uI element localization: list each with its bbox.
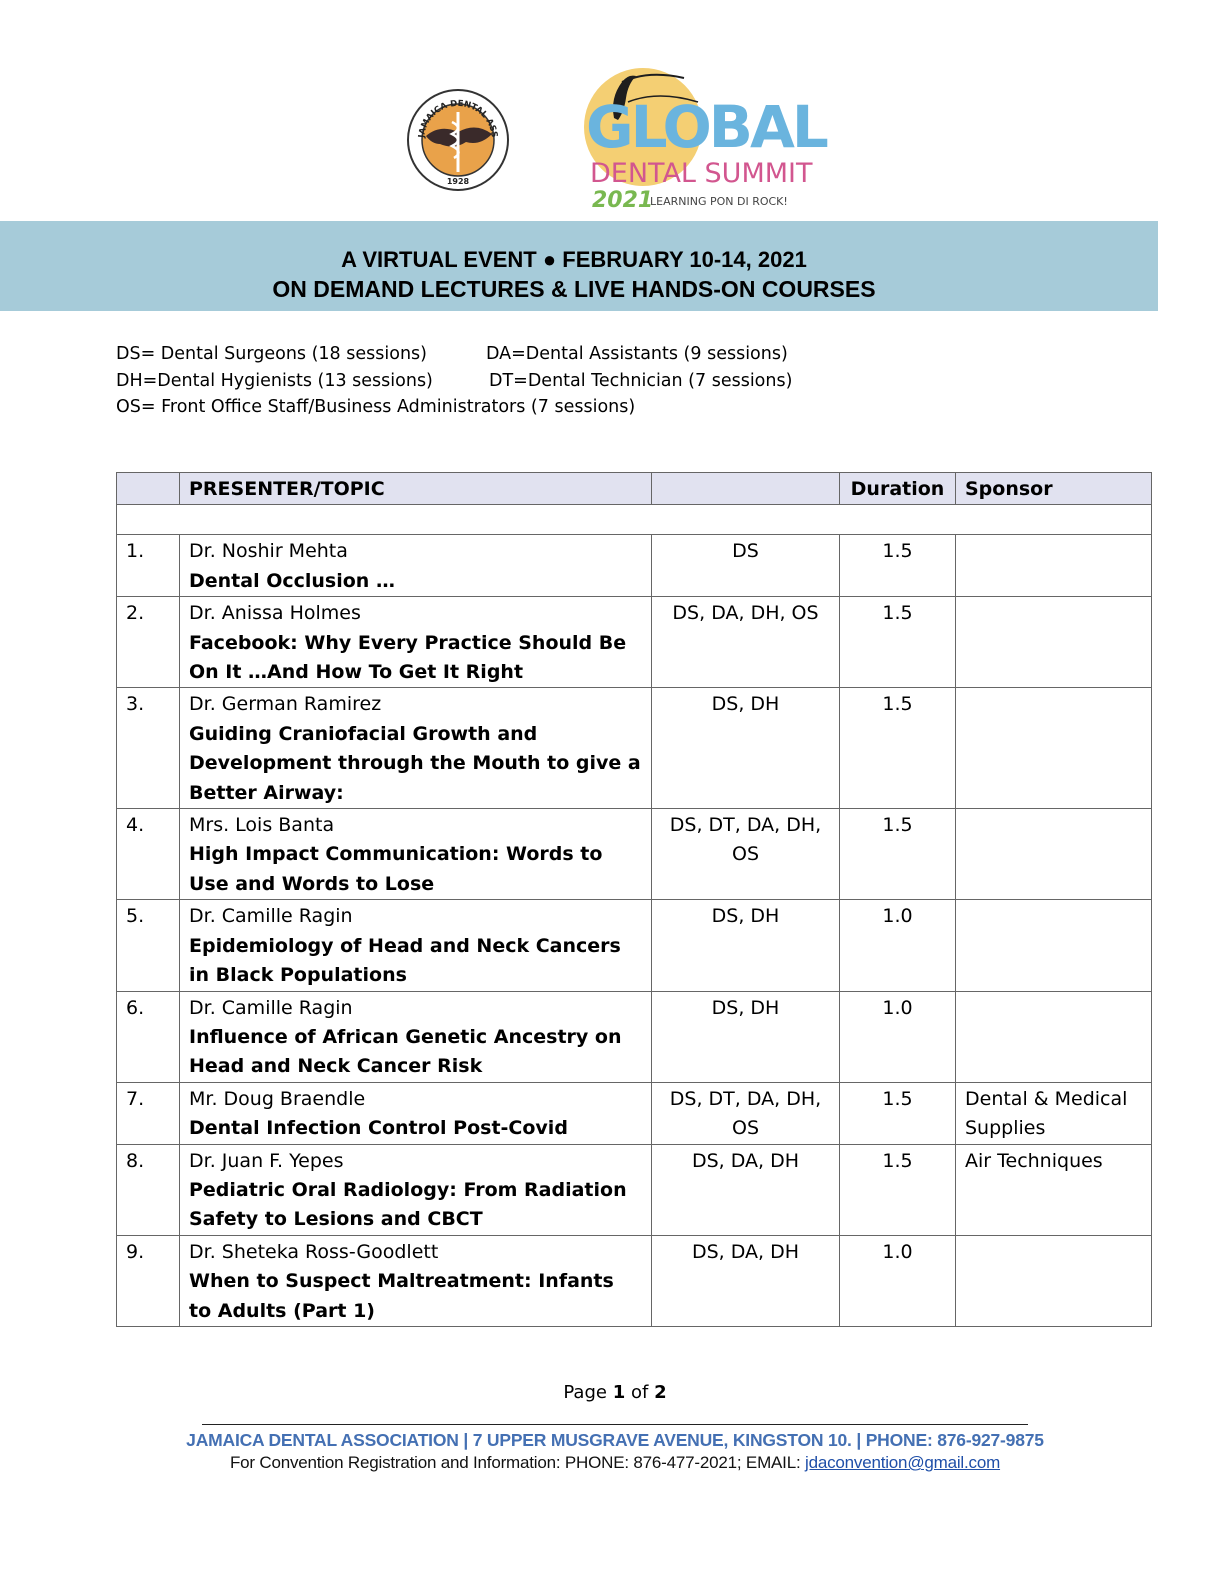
banner-subtitle: ON DEMAND LECTURES & LIVE HANDS-ON COURSES [272, 276, 876, 302]
jda-ring-text: JAMAICA DENTAL ASS [417, 98, 499, 139]
header-num [117, 473, 180, 505]
footer-registration-info [0, 1453, 1224, 1473]
legend-da: DA=Dental Assistants (9 sessions) [486, 344, 788, 364]
session-topic: Pediatric Oral Radiology: From Radiation Safety to Lesions and CBCT [189, 1178, 627, 1231]
email-link[interactable]: jdaconvention@gmail.com [805, 1453, 1001, 1472]
legend-row [116, 394, 876, 421]
jda-logo [406, 88, 510, 192]
footer-divider [202, 1424, 1028, 1425]
header-audience [652, 473, 840, 505]
duration-cell: 1.5 [840, 809, 956, 900]
jda-year: 1928 [446, 177, 470, 186]
row-number: 4. [117, 809, 180, 900]
presenter-name: Dr. Anissa Holmes [189, 602, 361, 625]
duration-cell: 1.0 [840, 1235, 956, 1326]
header-sponsor: Sponsor [956, 473, 1152, 505]
presenter-topic-cell [180, 809, 652, 900]
audience-cell: DS, DH [652, 688, 840, 809]
presenter-name: Dr. German Ramirez [189, 693, 382, 716]
event-banner [0, 221, 1158, 311]
session-topic: Dental Infection Control Post-Covid [189, 1117, 568, 1140]
table-row [117, 688, 1152, 809]
presenter-name: Dr. Noshir Mehta [189, 540, 348, 563]
presenter-topic-cell [180, 900, 652, 991]
session-topic: When to Suspect Maltreatment: Infants to Adults (Part 1) [189, 1270, 614, 1322]
table-row [117, 1082, 1152, 1144]
presenter-topic-cell [180, 1082, 652, 1144]
sponsor-cell [956, 688, 1152, 809]
legend-row [116, 368, 876, 395]
presenter-name: Dr. Juan F. Yepes [189, 1149, 344, 1172]
row-number: 9. [117, 1235, 180, 1326]
sessions-table [116, 472, 1152, 1327]
row-number: 1. [117, 535, 180, 597]
audience-cell: DS, DA, DH [652, 1144, 840, 1235]
duration-cell: 1.0 [840, 900, 956, 991]
presenter-topic-cell [180, 688, 652, 809]
sponsor-cell: Dental & Medical Supplies [956, 1082, 1152, 1144]
row-number: 5. [117, 900, 180, 991]
audience-cell: DS, DA, DH [652, 1235, 840, 1326]
duration-cell: 1.5 [840, 688, 956, 809]
legend-ds: DS= Dental Surgeons (18 sessions) [116, 344, 427, 364]
session-topic: Guiding Craniofacial Growth and Development through the Mouth to give a Better Airway: [189, 722, 641, 804]
audience-cell: DS, DH [652, 900, 840, 991]
sponsor-cell [956, 900, 1152, 991]
sponsor-cell [956, 991, 1152, 1082]
footer-contact-text: For Convention Registration and Information: PHONE: 876-477-2021; EMAIL: [229, 1453, 805, 1472]
row-number: 3. [117, 688, 180, 809]
spacer-cell [117, 505, 1152, 535]
duration-cell: 1.0 [840, 991, 956, 1082]
presenter-topic-cell [180, 1235, 652, 1326]
table-row [117, 809, 1152, 900]
summit-tagline: LEARNING PON DI ROCK! [650, 195, 788, 208]
session-topic: Dental Occlusion … [189, 569, 395, 592]
header-presenter-topic: PRESENTER/TOPIC [180, 473, 652, 505]
audience-cell: DS [652, 535, 840, 597]
presenter-topic-cell [180, 535, 652, 597]
global-dental-summit-logo [578, 64, 826, 214]
banner-event-dates: A VIRTUAL EVENT ● FEBRUARY 10-14, 2021 [341, 247, 807, 272]
audience-cell: DS, DT, DA, DH, OS [652, 809, 840, 900]
legend-os: OS= Front Office Staff/Business Administrators (7 sessions) [116, 397, 636, 417]
presenter-name: Dr. Sheteka Ross-Goodlett [189, 1240, 439, 1263]
sponsor-cell: Air Techniques [956, 1144, 1152, 1235]
table-row [117, 900, 1152, 991]
audience-cell: DS, DH [652, 991, 840, 1082]
sponsor-cell [956, 809, 1152, 900]
presenter-name: Mrs. Lois Banta [189, 814, 335, 837]
duration-cell: 1.5 [840, 535, 956, 597]
page-label: Page [563, 1382, 607, 1403]
table-row [117, 991, 1152, 1082]
table-row [117, 597, 1152, 688]
presenter-topic-cell [180, 1144, 652, 1235]
presenter-name: Dr. Camille Ragin [189, 996, 353, 1019]
row-number: 2. [117, 597, 180, 688]
page-total: 2 [654, 1382, 667, 1403]
table-row [117, 1144, 1152, 1235]
session-topic: High Impact Communication: Words to Use and Words to Lose [189, 843, 603, 895]
sponsor-cell [956, 535, 1152, 597]
header-duration: Duration [840, 473, 956, 505]
legend-dh: DH=Dental Hygienists (13 sessions) [116, 370, 433, 391]
duration-cell: 1.5 [840, 1082, 956, 1144]
page-current: 1 [612, 1382, 626, 1403]
session-topic: Epidemiology of Head and Neck Cancers in Black Populations [189, 934, 621, 987]
row-number: 8. [117, 1144, 180, 1235]
table-header-row [117, 473, 1152, 505]
audience-legend [116, 341, 876, 421]
row-number: 6. [117, 991, 180, 1082]
legend-dt: DT=Dental Technician (7 sessions) [489, 370, 793, 391]
presenter-name: Mr. Doug Braendle [189, 1087, 366, 1110]
summit-subtitle: DENTAL SUMMIT [590, 158, 813, 189]
page-of: of [630, 1382, 649, 1403]
page-number [0, 1382, 1224, 1403]
summit-word: GLOBAL [586, 93, 826, 161]
footer-association-info: JAMAICA DENTAL ASSOCIATION | 7 UPPER MUSGRAVE AVENUE, KINGSTON 10. | PHONE: 876-927-9875 [186, 1430, 1044, 1450]
row-number: 7. [117, 1082, 180, 1144]
audience-cell: DS, DT, DA, DH, OS [652, 1082, 840, 1144]
audience-cell: DS, DA, DH, OS [652, 597, 840, 688]
spacer-row [117, 505, 1152, 535]
duration-cell: 1.5 [840, 597, 956, 688]
presenter-name: Dr. Camille Ragin [189, 905, 353, 928]
table-row [117, 535, 1152, 597]
legend-row [116, 341, 876, 368]
presenter-topic-cell [180, 991, 652, 1082]
summit-year: 2021 [592, 188, 654, 213]
duration-cell: 1.5 [840, 1144, 956, 1235]
table-row [117, 1235, 1152, 1326]
presenter-topic-cell [180, 597, 652, 688]
sponsor-cell [956, 1235, 1152, 1326]
session-topic: Influence of African Genetic Ancestry on Head and Neck Cancer Risk [189, 1025, 622, 1078]
session-topic: Facebook: Why Every Practice Should Be On It …And How To Get It Right [189, 631, 627, 684]
sponsor-cell [956, 597, 1152, 688]
